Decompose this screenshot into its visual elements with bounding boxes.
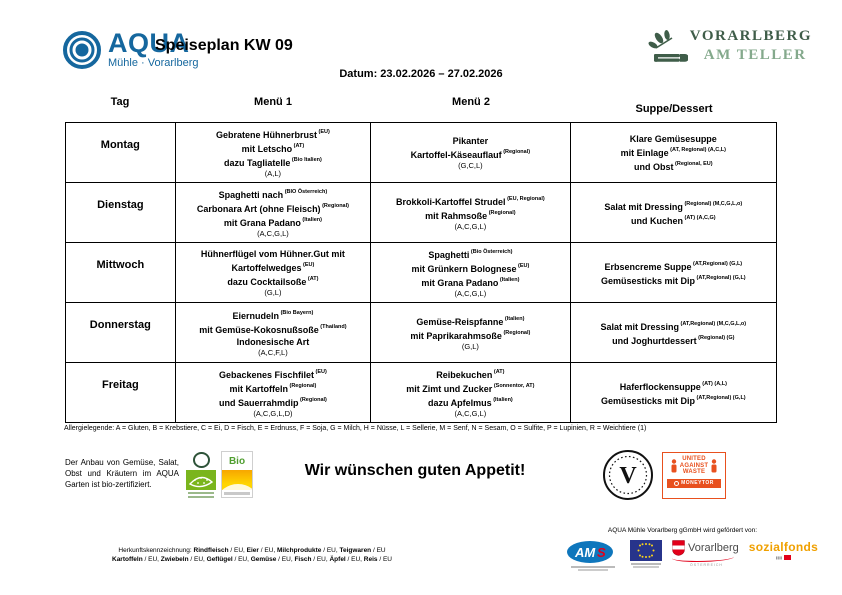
- vat-line1: VORARLBERG: [689, 28, 812, 44]
- day-label: Mittwoch: [66, 243, 176, 302]
- uaw-line2: AGAINST: [679, 462, 709, 469]
- v-label-logo: [602, 449, 654, 506]
- vorarlberg-wordmark: Vorarlberg: [688, 542, 739, 554]
- day-label: Dienstag: [66, 183, 176, 242]
- menu-cell-menu2: [371, 183, 570, 242]
- menu-cell-soup: [571, 303, 776, 362]
- menu-line: Erbsencreme Suppe $^{(AT,Regional) (G,L)}$: [604, 260, 743, 272]
- menu-line: mit Zimt und Zucker $^{(Sonnentor, AT)}$: [406, 382, 535, 394]
- menu-line: mit Grünkern Bolognese $^{(EU)}$: [411, 262, 530, 274]
- column-header-menu2: Menü 2: [452, 96, 490, 108]
- table-row: [66, 243, 776, 303]
- column-header-menu1: Menü 1: [254, 96, 292, 108]
- svg-text:S: S: [597, 545, 606, 560]
- menu-cell-menu1: [176, 123, 371, 182]
- vorarlberg-swoosh: [672, 553, 734, 562]
- menu-line: Spaghetti $^{(Bio Österreich)}$: [428, 248, 513, 260]
- menu-line: mit Rahmsoße $^{(Regional)}$: [425, 209, 516, 221]
- menu-cell-soup: [571, 183, 776, 242]
- worker-icon: [710, 459, 718, 473]
- menu-table-body: [65, 122, 777, 423]
- menu-line: und Obst $^{(Regional, EU)}$: [633, 160, 713, 172]
- moneytor-label: MONEYTOR: [681, 480, 714, 486]
- menu-line: (A,C,G,L): [454, 221, 487, 231]
- menu-line: Gemüsesticks mit Dip $^{(AT,Regional) (G,L)}$: [600, 274, 746, 286]
- menu-line: und Sauerrahmdip $^{(Regional)}$: [218, 396, 327, 408]
- column-header-tag: Tag: [110, 96, 130, 108]
- moneytor-icon: [674, 481, 679, 486]
- fork-leaf-icon: [646, 28, 688, 77]
- menu-cell-menu1: [176, 363, 371, 422]
- menu-line: Indonesische Art: [236, 336, 310, 347]
- svg-text:V: V: [619, 463, 637, 489]
- menu-cell-menu2: [371, 123, 570, 182]
- uaw-line1: UNITED: [682, 456, 706, 462]
- eu-flag-logo: [630, 540, 662, 568]
- appetit-message: Wir wünschen guten Appetit!: [304, 462, 526, 479]
- menu-line: mit Letscho $^{(AT)}$: [241, 142, 305, 154]
- menu-line: (G,C,L): [458, 160, 483, 170]
- day-label: Montag: [66, 123, 176, 182]
- menu-line: dazu Tagliatelle $^{(Bio Italien)}$: [224, 156, 322, 168]
- menu-line: Reibekuchen $^{(AT)}$: [436, 368, 505, 380]
- united-against-waste-logo: [662, 452, 726, 499]
- table-row: [66, 303, 776, 363]
- worker-icon: [670, 459, 678, 473]
- vorarlberg-logo: Vorarlberg ÖSTERREICH: [672, 540, 739, 567]
- menu-cell-soup: [571, 243, 776, 302]
- column-header-suppe-dessert: Suppe/Dessert: [635, 103, 713, 115]
- menu-line: Gebackenes Fischfilet $^{(EU)}$: [218, 368, 327, 380]
- menu-cell-menu2: [371, 303, 570, 362]
- funding-label: AQUA Mühle Vorarlberg gGmbH wird gefördert von:: [607, 527, 758, 534]
- uaw-line3: WASTE: [682, 469, 706, 475]
- page-title: Speiseplan KW 09: [155, 37, 293, 54]
- eu-organic-logo: [186, 451, 216, 498]
- origin-line1: Herkunftskennzeichnung: Rindfleisch / EU, Eier / EU, Milchprodukte / EU, Teigwaren / EU: [118, 547, 386, 554]
- menu-cell-soup: [571, 123, 776, 182]
- day-label: Freitag: [66, 363, 176, 422]
- table-row: [66, 123, 776, 183]
- menu-line: (A,C,G,L): [454, 288, 487, 298]
- date-range: Datum: 23.02.2026 – 27.02.2026: [339, 68, 503, 80]
- menu-cell-menu2: [371, 243, 570, 302]
- menu-line: Gemüsesticks mit Dip $^{(AT,Regional) (G,L)}$: [600, 394, 746, 406]
- menu-line: Eiernudeln $^{(Bio Bayern)}$: [232, 309, 314, 321]
- menu-line: Kartoffel-Käseauflauf $^{(Regional)}$: [410, 148, 531, 160]
- menu-line: (A,C,G,L): [257, 228, 289, 238]
- aqua-brand-text: AQUA: [108, 28, 190, 58]
- menu-line: Salat mit Dressing $^{(Regional) (M,C,G,L,o)}$: [604, 200, 743, 212]
- menu-line: (A,C,G,L,D): [253, 408, 293, 418]
- menu-line: Pikanter: [452, 135, 489, 146]
- origin-line2: Kartoffeln / EU, Zwiebeln / EU, Geflügel / EU, Gemüse / EU, Fisch / EU, Äpfel / EU, Reis / EU: [112, 556, 392, 563]
- menu-line: Hühnerflügel vom Hühner.Gut mit: [200, 248, 345, 259]
- bio-note: Der Anbau von Gemüse, Salat, Obst und Kräutern im AQUA Garten ist bio-zertifiziert.: [65, 458, 179, 489]
- menu-line: Klare Gemüsesuppe: [629, 133, 717, 144]
- menu-line: und Kuchen $^{(AT) (A,C,G)}$: [631, 214, 716, 226]
- sozialfonds-wordmark: sozialfonds: [748, 540, 819, 554]
- vorarlberg-am-teller-logo: [646, 28, 812, 77]
- menu-cell-menu2: [371, 363, 570, 422]
- menu-line: mit Gemüse-Kokosnußsoße $^{(Thailand)}$: [199, 323, 347, 335]
- menu-line: Carbonara Art (ohne Fleisch) $^{(Regional)}$: [196, 202, 349, 214]
- menu-line: (A,C,F,L): [258, 347, 288, 357]
- organic-emblem-icon: [193, 452, 210, 468]
- menu-line: und Joghurtdessert $^{(Regional) (G)}$: [612, 334, 735, 346]
- menu-line: Spaghetti nach $^{(BIO Österreich)}$: [218, 188, 328, 200]
- menu-line: Gebratene Hühnerbrust $^{(EU)}$: [215, 128, 330, 140]
- aqua-brand-subtitle: Mühle · Vorarlberg: [108, 57, 199, 69]
- bio-austria-label: Bio: [228, 456, 246, 467]
- funding-logos: [566, 540, 818, 571]
- table-row: [66, 363, 776, 422]
- vat-line2: AM TELLER: [703, 47, 807, 63]
- svg-text:AM: AM: [575, 545, 596, 560]
- origin-block: [72, 546, 432, 564]
- allergen-legend: Allergielegende: A = Gluten, B = Krebstiere, C = Ei, D = Fisch, E = Erdnuss, F = Soja, G = Milch, H = Nüsse, L = Sellerie, M = Senf, N = Sesam, O = Sulfite, P = Lupinien, R = Weichtiere (1): [64, 425, 647, 432]
- menu-cell-soup: [571, 363, 776, 422]
- menu-line: mit Kartoffeln $^{(Regional)}$: [229, 382, 317, 394]
- menu-line: (G,L): [264, 287, 282, 297]
- ams-logo: [566, 540, 620, 571]
- menu-line: dazu Apfelmus $^{(Italien)}$: [427, 396, 513, 408]
- menu-line: Gemüse-Reispfanne $^{(Italien)}$: [416, 315, 525, 327]
- menu-line: Salat mit Dressing $^{(AT,Regional) (M,C,G,L,o)}$: [600, 320, 747, 332]
- table-row: [66, 183, 776, 243]
- menu-line: Kartoffelwedges $^{(EU)}$: [231, 261, 315, 273]
- menu-cell-menu1: [176, 303, 371, 362]
- eu-leaf-icon: [186, 470, 216, 490]
- menu-cell-menu1: [176, 183, 371, 242]
- menu-line: Brokkoli-Kartoffel Strudel $^{(EU, Regional)}$: [396, 195, 545, 207]
- menu-cell-menu1: [176, 243, 371, 302]
- menu-line: mit Paprikarahmsoße $^{(Regional)}$: [410, 329, 531, 341]
- menu-table: [65, 96, 777, 423]
- menu-line: Haferflockensuppe $^{(AT) (A,L)}$: [619, 380, 727, 392]
- menu-line: (A,L): [264, 168, 282, 178]
- table-header-row: [65, 96, 777, 122]
- menu-line: mit Grana Padano $^{(Italien)}$: [421, 276, 520, 288]
- menu-line: (G,L): [461, 341, 479, 351]
- menu-line: (A,C,G,L): [454, 408, 487, 418]
- day-label: Donnerstag: [66, 303, 176, 362]
- sozialfonds-logo: sozialfonds ▮▮▮: [748, 540, 819, 560]
- menu-line: mit Grana Padano $^{(Italien)}$: [223, 216, 322, 228]
- menu-line: dazu Cocktailsoße $^{(AT)}$: [227, 275, 319, 287]
- menu-line: mit Einlage $^{(AT, Regional) (A,C,L)}$: [620, 146, 726, 158]
